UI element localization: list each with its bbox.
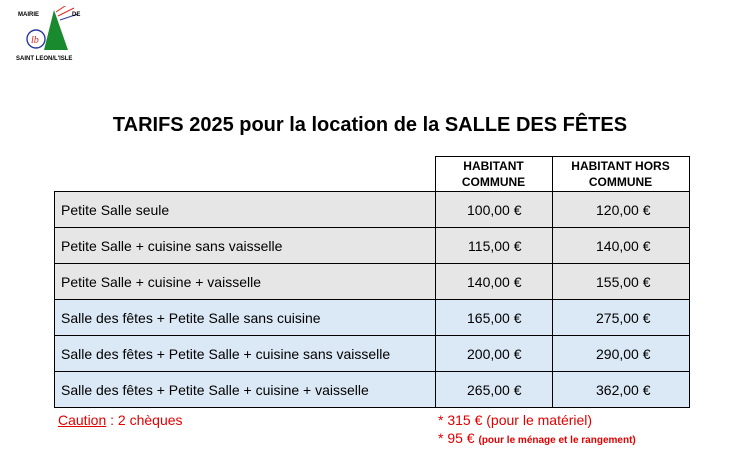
price-commune: 115,00 € xyxy=(435,228,552,264)
page-title: TARIFS 2025 pour la location de la SALLE DES FÊTES xyxy=(112,114,628,136)
logo-de-text: DE xyxy=(72,12,81,18)
logo-mairie-text: MAIRIE xyxy=(18,12,39,18)
row-label: Petite Salle + cuisine sans vaisselle xyxy=(55,228,436,264)
price-commune: 140,00 € xyxy=(435,264,552,300)
price-commune: 200,00 € xyxy=(435,336,552,372)
table-row xyxy=(55,192,690,228)
price-commune: 100,00 € xyxy=(435,192,552,228)
price-hors-commune: 275,00 € xyxy=(552,300,689,336)
table-row xyxy=(55,300,690,336)
row-label: Salle des fêtes + Petite Salle sans cuisine xyxy=(55,300,436,336)
cleaning-fee-amount: * 95 € xyxy=(438,430,479,446)
table-row xyxy=(55,228,690,264)
caution-note xyxy=(58,412,183,428)
table-row xyxy=(55,336,690,372)
table-header-row xyxy=(55,157,690,192)
table-row xyxy=(55,372,690,408)
row-label: Petite Salle + cuisine + vaisselle xyxy=(55,264,436,300)
mairie-logo xyxy=(14,6,96,66)
price-commune: 265,00 € xyxy=(435,372,552,408)
row-label: Salle des fêtes + Petite Salle + cuisine + vaisselle xyxy=(55,372,436,408)
price-commune: 165,00 € xyxy=(435,300,552,336)
price-hors-commune: 140,00 € xyxy=(552,228,689,264)
header-habitant-hors-commune: HABITANT HORS COMMUNE xyxy=(552,157,689,192)
cleaning-fee-detail: (pour le ménage et le rangement) xyxy=(478,435,636,446)
caution-label: Caution xyxy=(58,412,107,428)
tariffs-table xyxy=(54,156,690,408)
row-label: Salle des fêtes + Petite Salle + cuisine sans vaisselle xyxy=(55,336,436,372)
table-corner xyxy=(55,157,436,192)
price-hors-commune: 120,00 € xyxy=(552,192,689,228)
price-hors-commune: 155,00 € xyxy=(552,264,689,300)
price-hors-commune: 362,00 € xyxy=(552,372,689,408)
material-fee-note: * 315 € (pour le matériel) xyxy=(438,412,593,428)
table-row xyxy=(55,264,690,300)
row-label: Petite Salle seule xyxy=(55,192,436,228)
svg-text:lb: lb xyxy=(31,35,39,46)
caution-text: : 2 chèques xyxy=(106,412,183,428)
header-habitant-commune: HABITANT COMMUNE xyxy=(435,157,552,192)
logo-place-text: SAINT LEON/L'ISLE xyxy=(16,56,73,62)
price-hors-commune: 290,00 € xyxy=(552,336,689,372)
cleaning-fee-note xyxy=(438,430,636,446)
